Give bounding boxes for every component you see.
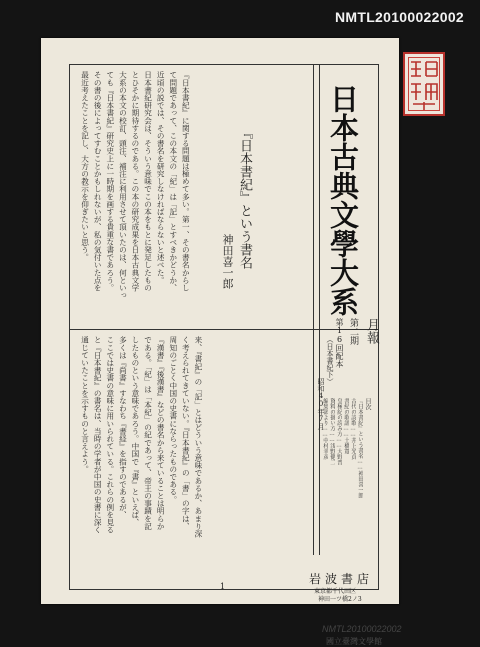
toc-item: 皇極紀の読み方……大野晋 bbox=[336, 398, 342, 465]
publisher-name: 岩波書店 bbox=[309, 572, 374, 586]
essay-column: とひそかに期待するのである。この本の研究成果を日本古典文学 bbox=[130, 71, 140, 292]
essay-column: 日本書紀研究会は、そういう意味でこの本をもとに発足したもの bbox=[143, 71, 153, 292]
essay-column: 周知のごとく中国の史書にならったものである。 bbox=[168, 336, 178, 504]
page-number: 1 bbox=[220, 582, 226, 591]
essay-column: 『日本書紀』に関する問題は極めて多い。第一、その書名からし bbox=[181, 71, 191, 292]
toc-item: 書紀の歌謡……土橋寛 bbox=[343, 398, 349, 454]
toc-item: 古代の詩歌……井上光貞 bbox=[350, 398, 356, 460]
essay-column: 最近考えたことを記し、大方の教示を仰ぎたいと思う。 bbox=[80, 71, 90, 261]
issue-note: （日本書紀下） bbox=[326, 336, 334, 385]
essay-column: である。「紀」は「本紀」の紀であって、帝王の事蹟を記 bbox=[143, 336, 153, 530]
essay-column: ここでは史書の意味に用いられている。これらの例を見る bbox=[105, 336, 115, 534]
publisher-address-line1: 東京都千代田区 bbox=[314, 588, 357, 595]
red-seal-stamp bbox=[403, 52, 445, 116]
toc-item: 編集部より……中村幸彦 bbox=[322, 398, 328, 460]
essay-column: て問題であって、この本文の「紀」は「記」とすべきかどうか、 bbox=[168, 71, 178, 292]
archive-stamp-label: 國立臺灣文學館 bbox=[326, 637, 382, 646]
essay-column: と『日本書紀』の書名は、当時の学者が中国の史書に深く bbox=[93, 336, 103, 534]
publisher-address-line2: 神田一ツ橋2ノ3 bbox=[318, 596, 362, 603]
essay-bottom-text bbox=[77, 336, 203, 552]
essay-column: 来、『書紀』の「記」とはどういう意味であるか、あまり深 bbox=[193, 336, 203, 538]
series-title: 日本古典文學大系 bbox=[326, 84, 360, 316]
table-of-contents bbox=[323, 398, 373, 548]
section-divider bbox=[69, 329, 379, 330]
issue-number: 第二期 bbox=[348, 318, 358, 345]
contents-heading: 目次 bbox=[364, 398, 371, 410]
essay-author: 神田喜一郎 bbox=[221, 234, 234, 289]
seal-glyph-icon bbox=[405, 54, 443, 114]
essay-body-top bbox=[77, 71, 309, 323]
issue-edition: 第16回配本 bbox=[335, 318, 344, 368]
essay-column: その書の後によってすむことかもしれないが、私の気付いた点を bbox=[93, 71, 103, 292]
column-divider-inner bbox=[319, 65, 320, 555]
essay-column: 近頃の説では、その書名を研究しなければならないと述べた。 bbox=[156, 71, 166, 284]
toc-item: 『日本書紀』という書名……神田喜一郎 bbox=[357, 398, 363, 498]
essay-column: 多くは『尚書』すなわち『書経』を指すのであるが、 bbox=[118, 336, 128, 519]
document-sheet bbox=[41, 38, 402, 646]
archive-stamp-id: NMTL20100022002 bbox=[322, 624, 402, 634]
essay-column: 『漢書』『後漢書』などの書名から来ていることは明らか bbox=[156, 336, 166, 530]
essay-column: したものという意味であろう。中国で『書』といえば、 bbox=[130, 336, 140, 526]
essay-column: ても『日本書紀』研究史上に一時期を画する貴重な書であろう。 bbox=[105, 71, 115, 292]
issue-date: 昭和40年7月 bbox=[317, 378, 325, 430]
essay-top-text bbox=[77, 71, 190, 323]
essay-title: 『日本書紀』という書名 bbox=[237, 126, 252, 269]
essay-body-bottom bbox=[77, 336, 309, 552]
catalog-id: NMTL20100022002 bbox=[334, 9, 464, 25]
essay-column: 大系の本文の校訂、頭注、補注に利用させて頂いたのは、何といっ bbox=[118, 71, 128, 299]
issue-label: 月報 bbox=[364, 318, 379, 344]
column-divider bbox=[313, 65, 314, 555]
toc-item: 資料の扱い方……浅野健二 bbox=[329, 398, 335, 465]
essay-column: 通じていたことを示すものと言えよう。 bbox=[80, 336, 90, 473]
essay-column: く考えられてきていない。『日本書紀』の「書」の字は、 bbox=[181, 336, 191, 530]
